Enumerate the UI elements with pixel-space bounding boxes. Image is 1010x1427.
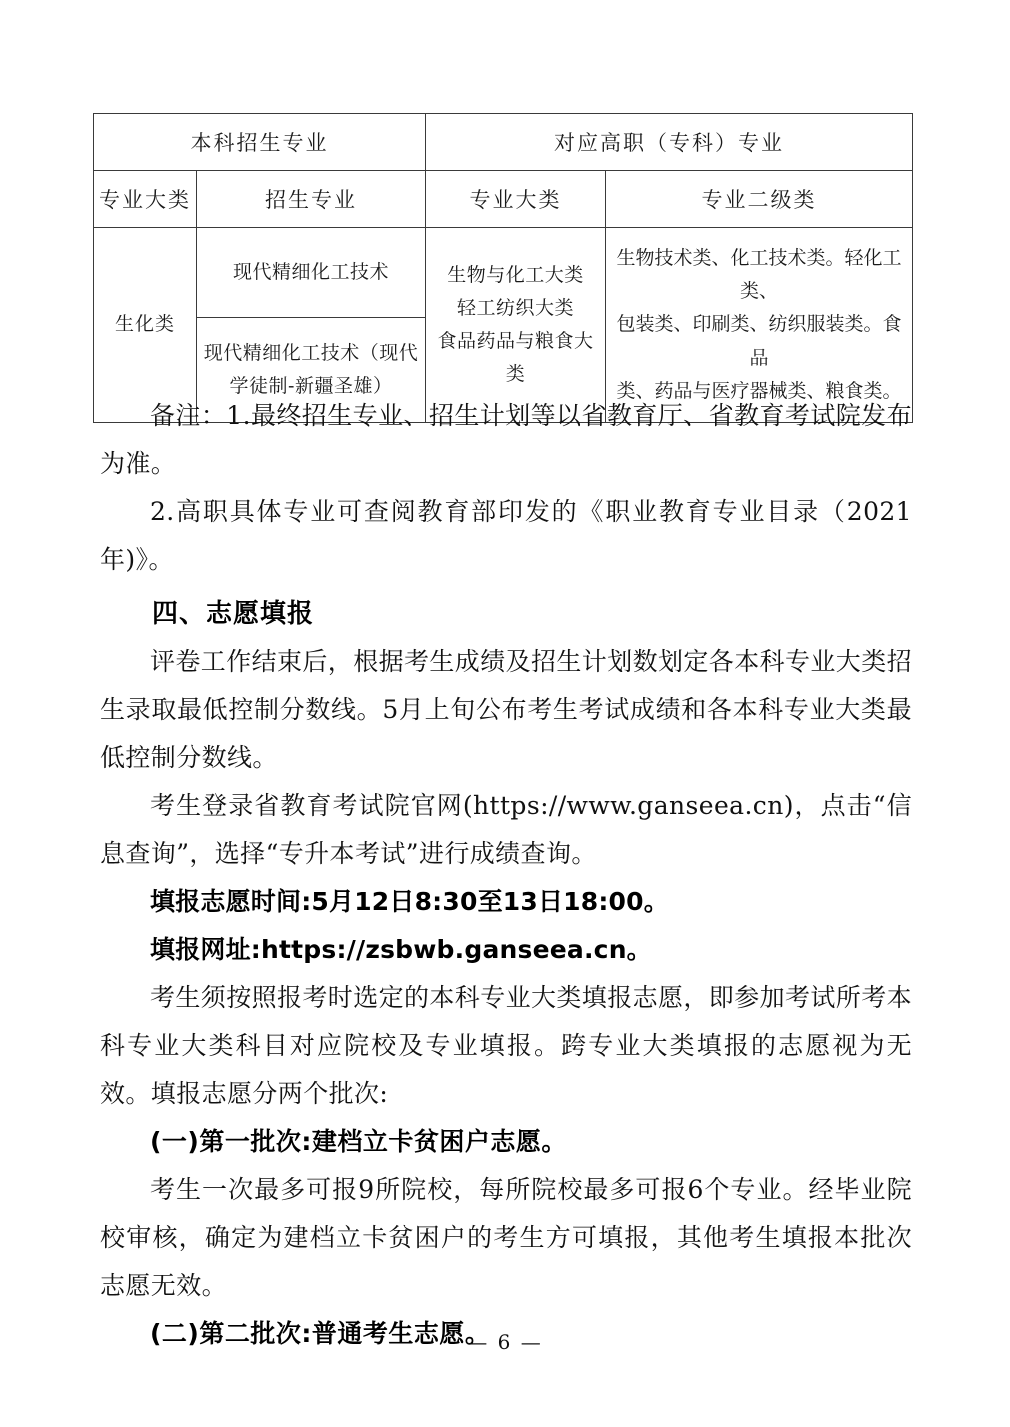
- table-row: [94, 228, 913, 318]
- paragraph-application-rules: 考生须按照报考时选定的本科专业大类填报志愿，即参加考试所考本科专业大类科目对应院校及专业填报。跨专业大类填报的志愿视为无效。填报志愿分两个批次:: [100, 983, 913, 1108]
- table-header-top-row: [94, 114, 913, 171]
- table-header-sub-row: [94, 171, 913, 228]
- vocational-category-1: 生物与化工大类: [447, 263, 584, 286]
- header-col-vocational-category: 专业大类: [426, 171, 606, 228]
- document-body: [100, 392, 912, 1358]
- header-vocational-majors: 对应高职（专科）专业: [426, 114, 913, 171]
- batch-2-heading: (二)第二批次:普通考生志愿。: [150, 1319, 491, 1348]
- cell-program-1: 现代精细化工技术: [197, 228, 426, 318]
- note-line-2: 2.高职具体专业可查阅教育部印发的《职业教育专业目录（2021年)》。: [100, 497, 912, 574]
- header-col-vocational-subcategory: 专业二级类: [606, 171, 913, 228]
- vocational-category-3: 食品药品与粮食大类: [437, 330, 594, 386]
- vocational-subcategory-line-1: 生物技术类、化工技术类。轻化工类、: [616, 246, 902, 303]
- paragraph-query-site: 考生登录省教育考试院官网(https://www.ganseea.cn)，点击“信息查询”，选择“专升本考试”进行成绩查询。: [100, 791, 912, 868]
- header-undergraduate-majors: 本科招生专业: [94, 114, 426, 171]
- vocational-category-2: 轻工纺织大类: [456, 296, 574, 319]
- cell-program-2: 现代精细化工技术（现代学徒制-新疆圣雄）: [197, 318, 426, 423]
- page-number-footer: — 6 —: [467, 1330, 543, 1354]
- majors-mapping-table: [93, 113, 913, 423]
- majors-mapping-table-container: [93, 113, 912, 423]
- vocational-subcategory-line-2: 包装类、印刷类、纺织服装类。食品: [616, 313, 902, 369]
- vocational-subcategory-line-3: 类、药品与医疗器械类、粮食类。: [616, 379, 902, 402]
- batch-1-heading: (一)第一批次:建档立卡贫困户志愿。: [150, 1127, 567, 1156]
- section-heading-4: 四、志愿填报: [152, 599, 315, 629]
- note-line-1: 备注：1.最终招生专业、招生计划等以省教育厅、省教育考试院发布为准。: [100, 401, 912, 478]
- batch-1-body: 考生一次最多可报9所院校，每所院校最多可报6个专业。经毕业院校审核，确定为建档立卡贫困户的考生方可填报，其他考生填报本批次志愿无效。: [100, 1175, 912, 1300]
- application-url-line: 填报网址:https://zsbwb.ganseea.cn。: [150, 935, 652, 964]
- paragraph-scoring: 评卷工作结束后，根据考生成绩及招生计划数划定各本科专业大类招生录取最低控制分数线。5月上旬公布考生考试成绩和各本科专业大类最低控制分数线。: [100, 647, 913, 772]
- header-col-enrollment-major: 招生专业: [197, 171, 426, 228]
- application-time-line: 填报志愿时间:5月12日8:30至13日18:00。: [150, 887, 669, 916]
- header-col-major-category: 专业大类: [94, 171, 197, 228]
- cell-major-category: 生化类: [94, 228, 197, 423]
